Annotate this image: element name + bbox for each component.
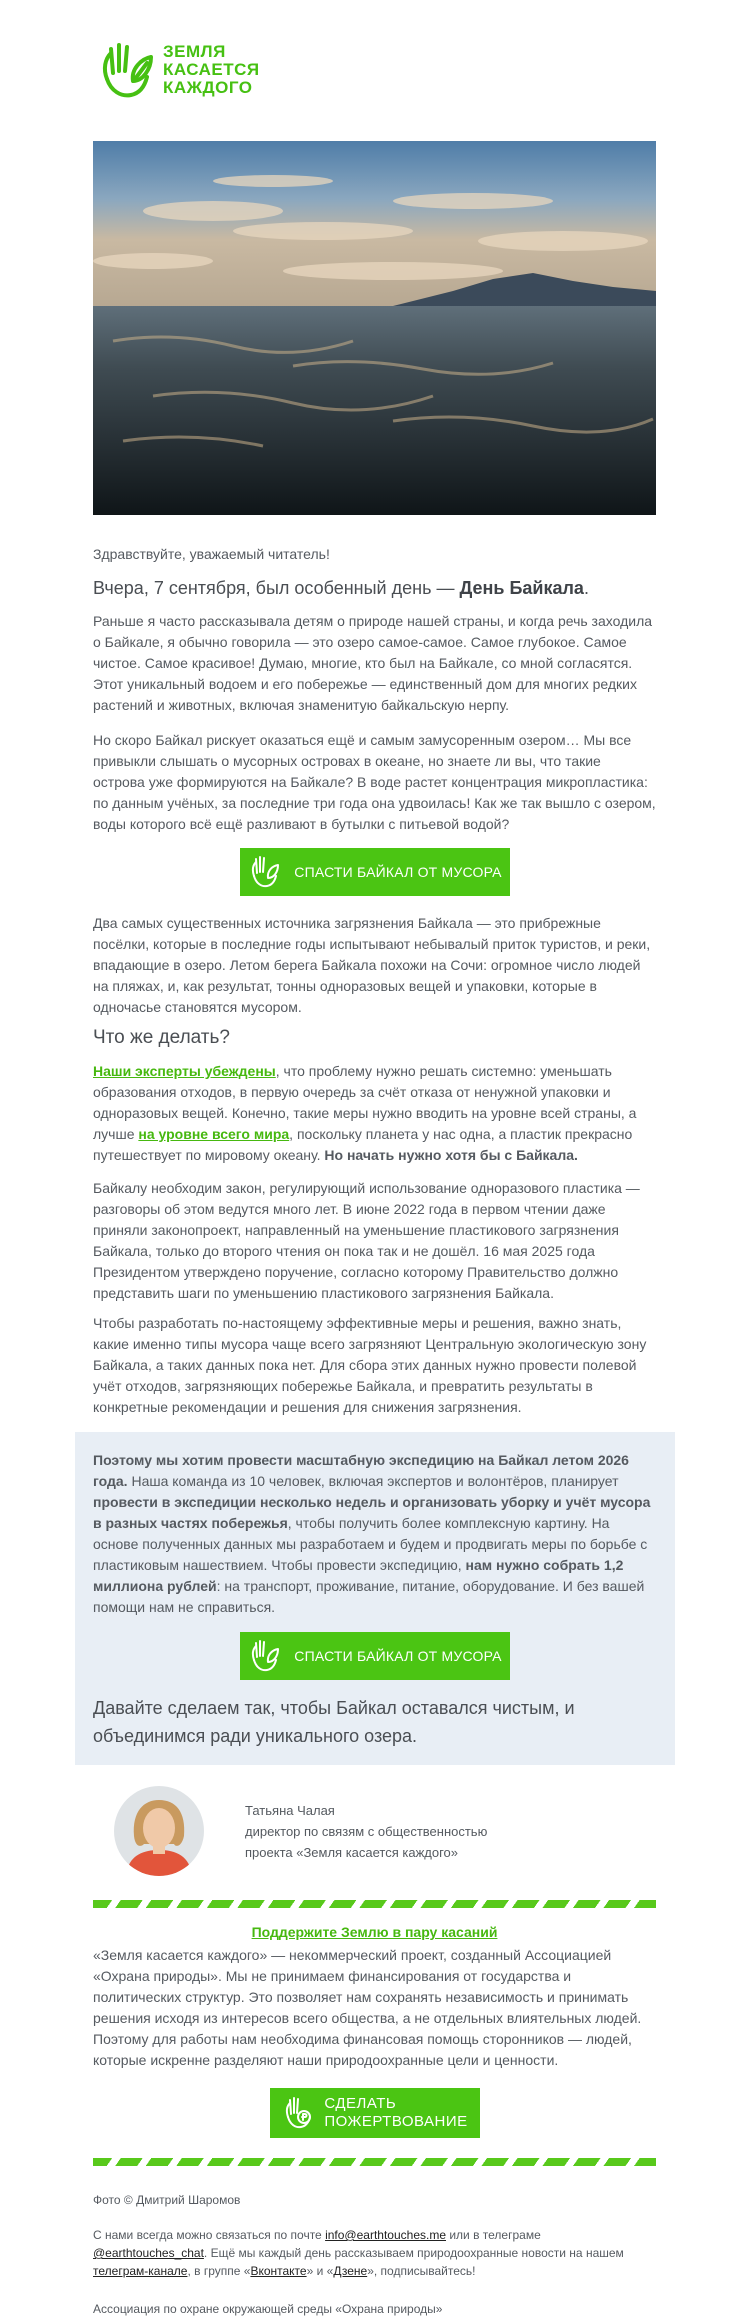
dzen-link[interactable]: Дзене — [333, 2264, 368, 2278]
paragraph-6: Чтобы разработать по-настоящему эффективные меры и решения, важно знать, какие именно типы мусора чаще всего загрязняют Центральную экологическую зону Байкала, а таких данных пока нет. Для сбора этих данных нужно провести полевой учёт отходов, загрязняющих побережье Байкала, и превратить результаты в конкретные рекомендации и решения для снижения загрязнения. — [93, 1315, 647, 1415]
signature — [245, 1800, 487, 1863]
lead-bold: День Байкала — [459, 578, 584, 598]
logo-line-1: ЗЕМЛЯ — [163, 42, 226, 61]
paragraph-4 — [93, 1061, 656, 1166]
divider-stripe-2 — [93, 2158, 656, 2166]
paragraph-4-text-a: , что проблему нужно решать системно: уменьшать образования отходов, в первую очередь за счёт отказа от ненужной упаковки и одноразовых вещей. Конечно, такие меры нужно вводить на уровне всей страны, а лучше — [93, 1063, 637, 1142]
support-link[interactable]: Поддержите Землю в пару касаний — [251, 1924, 498, 1940]
experts-link[interactable]: Наши эксперты убеждены — [93, 1063, 276, 1079]
donate-label — [324, 2095, 467, 2131]
save-baikal-label: СПАСТИ БАЙКАЛ ОТ МУСОРА — [294, 864, 502, 880]
contact-text-2: или в телеграме — [446, 2228, 541, 2242]
expedition-bold-1: Поэтому мы хотим провести масштабную экспедицию на Байкал летом 2026 года. — [93, 1452, 629, 1489]
contact-text-5: » и « — [306, 2264, 334, 2278]
expedition-cta: Давайте сделаем так, чтобы Байкал оставался чистым, и объединимся ради уникального озера. — [93, 1698, 575, 1746]
contact-text-6: », подписывайтесь! — [367, 2264, 476, 2278]
lead-text: Вчера, 7 сентября, был особенный день — — [93, 578, 460, 598]
logo-line-3: КАЖДОГО — [163, 78, 253, 97]
expedition-text-2: , чтобы получить более комплексную картину. На основе полученных данных мы разработаем и будем и продвигать меры по борьбе с пластиковым нашествием. Чтобы провести экспедицию, — [93, 1515, 648, 1573]
lead-paragraph — [93, 574, 656, 602]
contact-info — [93, 2226, 656, 2280]
brand-logo[interactable] — [97, 35, 260, 105]
section-heading: Что же делать? — [93, 1027, 230, 1048]
association-name: Ассоциация по охране окружающей среды «Охрана природы» — [93, 2302, 443, 2316]
signature-name: Татьяна Чалая — [245, 1803, 335, 1818]
telegram-chat-link[interactable]: @earthtouches_chat — [93, 2246, 204, 2260]
donate-label-2: ПОЖЕРТВОВАНИЕ — [324, 2113, 468, 2130]
contact-text-4: , в группе « — [187, 2264, 251, 2278]
divider-stripe — [93, 1900, 656, 1908]
paragraph-5: Байкалу необходим закон, регулирующий использование одноразового пластика — разговоры об этом ведутся много лет. В июне 2022 года в первом чтении даже приняли законопроект, направленный на уменьшение пластикового загрязнения Байкала, только до второго чтения он пока так и не дошёл. 16 мая 2025 года Президентом утверждено поручение, согласно которому Правительство должно представить шаги по уменьшению пластикового загрязнения Байкала. — [93, 1180, 640, 1301]
hand-leaf-icon — [248, 854, 280, 890]
email-link[interactable]: info@earthtouches.me — [325, 2228, 446, 2242]
lake-baikal-photo — [93, 141, 656, 515]
save-baikal-button[interactable] — [240, 848, 510, 896]
paragraph-4-bold: Но начать нужно хотя бы с Байкала. — [324, 1147, 578, 1163]
support-title — [93, 1924, 656, 1940]
expedition-bold-2: провести в экспедиции несколько недель и организовать уборку и учёт мусора в разных частях побережья — [93, 1494, 651, 1531]
expedition-text-1: Наша команда из 10 человек, включая экспертов и волонтёров, планирует — [127, 1473, 619, 1489]
greeting: Здравствуйте, уважаемый читатель! — [93, 546, 330, 562]
paragraph-2: Но скоро Байкал рискует оказаться ещё и самым замусоренным озером… Мы все привыкли слышать о мусорных островах в океане, но знаете ли вы, что такие острова уже формируются на Байкале? В воде растет концентрация микропластика: по данным учёных, за последние три года она удвоилась! Как же так вышло с озером, воды которого всё ещё разливают в бутылки с питьевой водой? — [93, 732, 656, 832]
vk-link[interactable]: Вконтакте — [250, 2264, 307, 2278]
signature-role-1: директор по связям с общественностью — [245, 1824, 488, 1839]
world-level-link[interactable]: на уровне всего мира — [138, 1126, 290, 1142]
paragraph-4-text-b: , поскольку планета у нас одна, а пластик прекрасно путешествует по мировому океану. — [93, 1126, 633, 1163]
paragraph-3: Два самых существенных источника загрязнения Байкала — это прибрежные посёлки, которые в последние годы испытывают небывалый приток туристов, и реки, впадающие в озеро. Летом берега Байкала похожи на Сочи: огромное число людей на пляжах, и, как результат, тонны одноразовых вещей и упаковки, которые в одночасье становятся мусором. — [93, 915, 651, 1015]
expedition-text — [93, 1450, 656, 1618]
logo-text — [163, 43, 260, 97]
donate-label-1: СДЕЛАТЬ — [324, 2095, 397, 2112]
avatar — [114, 1786, 204, 1876]
signature-role-2: проекта «Земля касается каждого» — [245, 1845, 459, 1860]
lead-end: . — [583, 578, 589, 598]
telegram-channel-link[interactable]: телеграм-канале — [93, 2264, 188, 2278]
save-baikal-button-2[interactable] — [240, 1632, 510, 1680]
paragraph-1: Раньше я часто рассказывала детям о природе нашей страны, и когда речь заходила о Байкале, я обычно говорила — это озеро самое-самое. Самое глубокое. Самое чистое. Самое красивое! Думаю, многие, кто был на Байкале, со мной согласятся. Этот уникальный водоем и его побережье — единственный дом для многих редких растений и животных, включая знаменитую байкальскую нерпу. — [93, 613, 653, 713]
hand-coin-icon — [282, 2095, 314, 2131]
contact-text-1: С нами всегда можно связаться по почте — [93, 2228, 326, 2242]
expedition-bold-3: нам нужно собрать 1,2 миллиона рублей — [93, 1557, 624, 1594]
contact-text-3: . Ещё мы каждый день рассказываем природоохранные новости на нашем — [203, 2246, 624, 2260]
logo-line-2: КАСАЕТСЯ — [163, 60, 260, 79]
hand-with-leaf-icon — [97, 39, 155, 101]
expedition-text-3: : на транспорт, проживание, питание, оборудование. И без вашей помощи нам не справиться. — [93, 1578, 645, 1615]
donate-button[interactable] — [270, 2088, 480, 2138]
support-text: «Земля касается каждого» — некоммерческий проект, созданный Ассоциацией «Охрана природы». Мы не принимаем финансирования от государства и политических структур. Это позволяет нам сохранять независимость и принимать решения исходя из интересов всего общества, а не отдельных влиятельных людей. Поэтому для работы нам необходима финансовая помощь сторонников — людей, которые искренне разделяют наши природоохранные цели и ценности. — [93, 1947, 642, 2068]
photo-credit: Фото © Дмитрий Шаромов — [93, 2193, 241, 2207]
hand-leaf-icon — [248, 1638, 280, 1674]
save-baikal-label-2: СПАСТИ БАЙКАЛ ОТ МУСОРА — [294, 1648, 502, 1664]
